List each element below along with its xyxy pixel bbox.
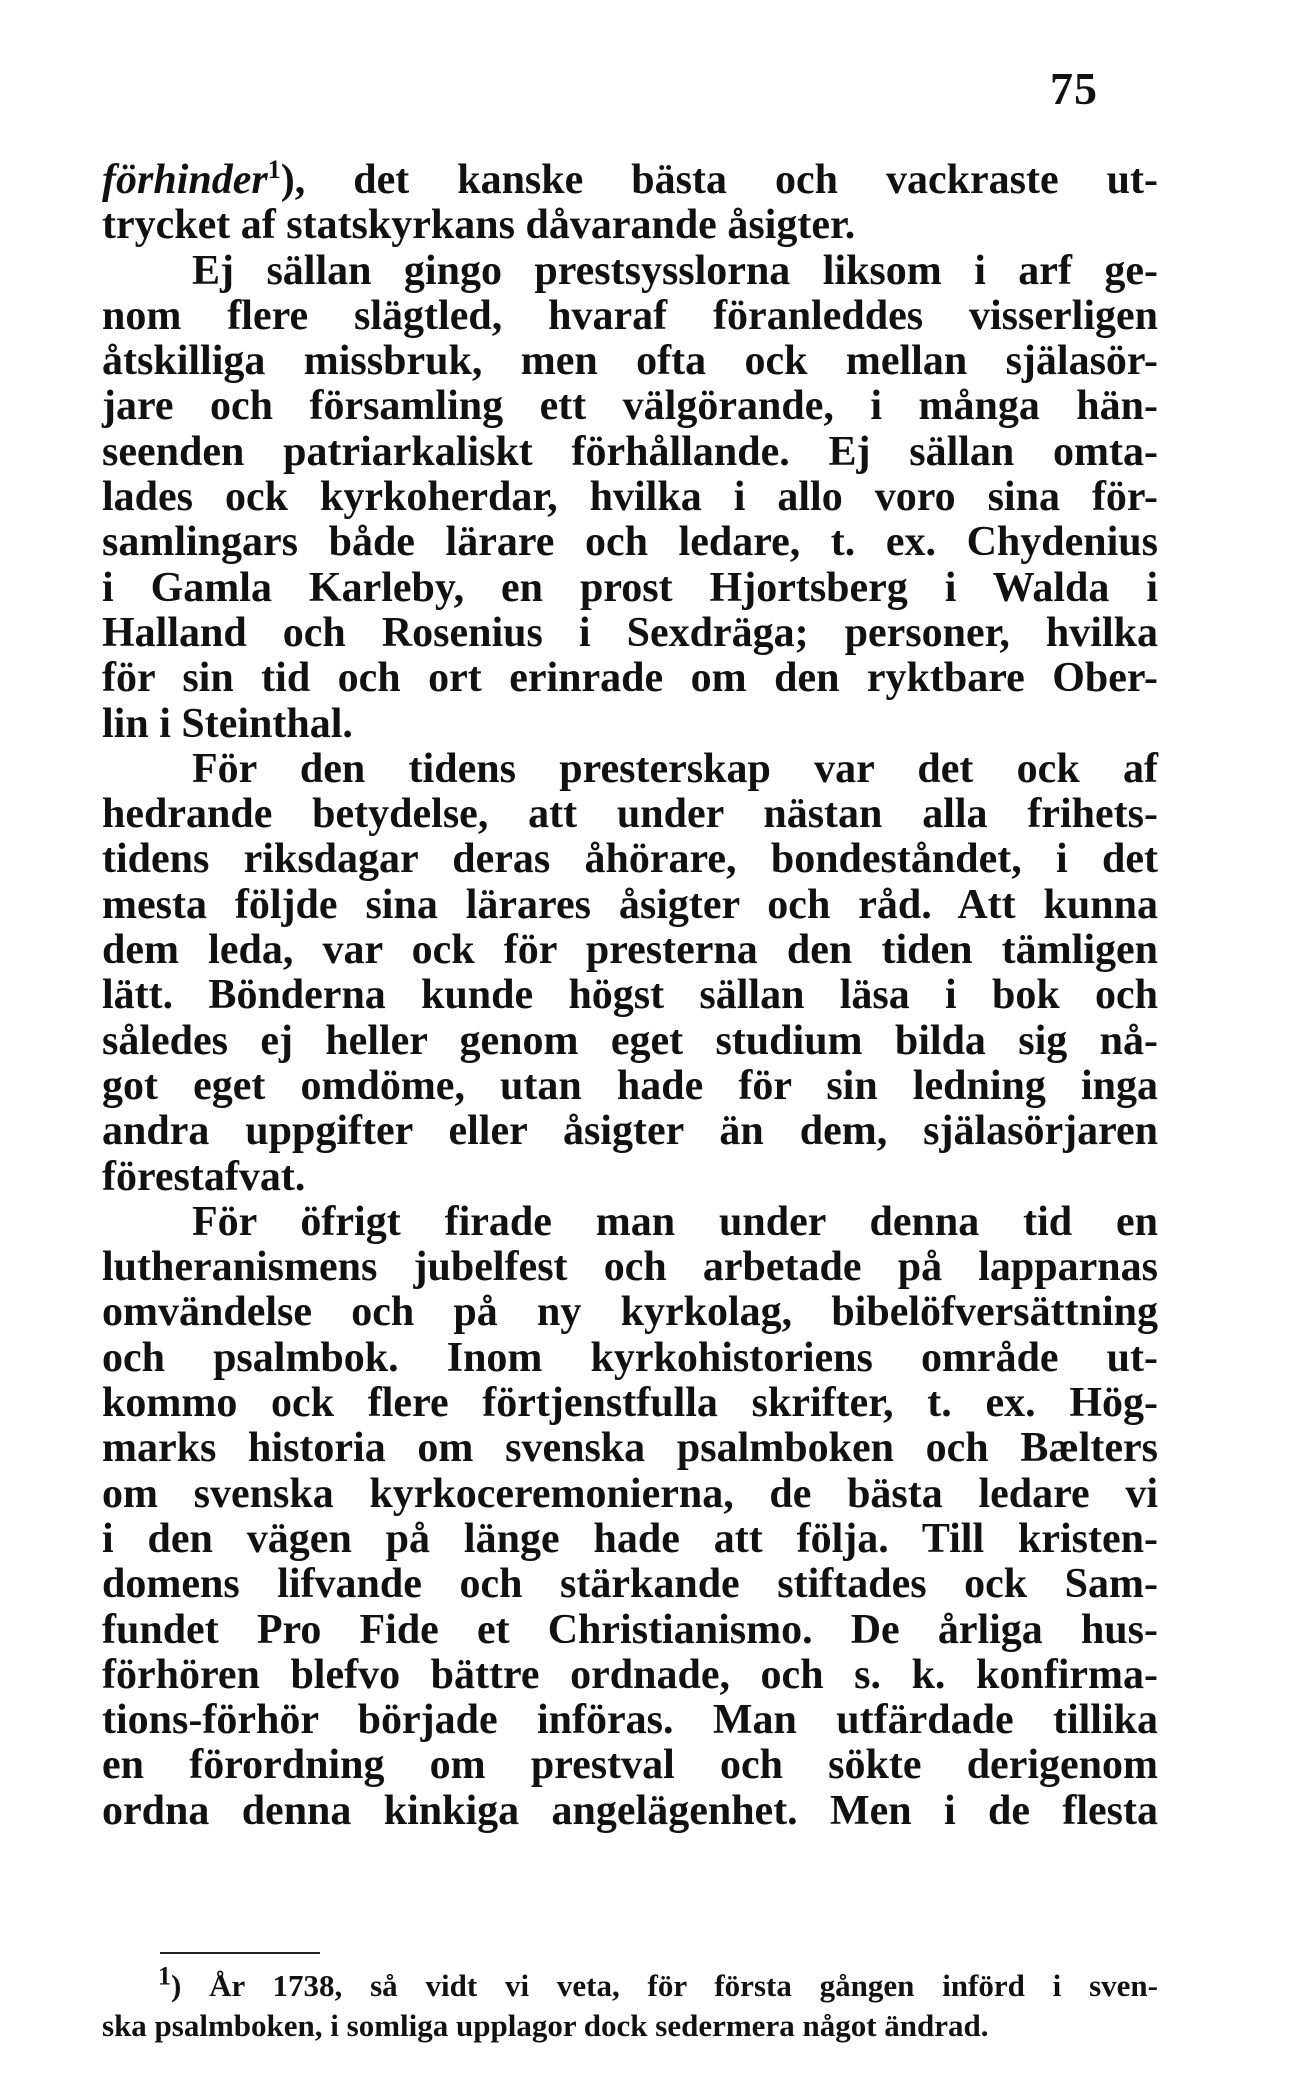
text-line: lin i Steinthal.	[102, 700, 353, 747]
text-line: således ej heller genom eget studium bilda sig nå-	[102, 1017, 1158, 1064]
body-text	[102, 155, 1158, 1834]
text-line: dem leda, var ock för presterna den tiden tämligen	[102, 927, 1158, 974]
text-line: marks historia om svenska psalmboken och Bælters	[102, 1425, 1158, 1472]
footnote-marker: 1	[158, 1961, 171, 1991]
text-line: samlingars både lärare och ledare, t. ex. Chydenius	[102, 519, 1158, 566]
text-line: förestafvat.	[102, 1153, 306, 1200]
italic-word: förhinder	[102, 157, 268, 203]
text-line: i Gamla Karleby, en prost Hjortsberg i Walda i	[102, 564, 1158, 611]
text-line: lutheranismens jubelfest och arbetade på lapparnas	[102, 1244, 1158, 1291]
footnote-text: ) År 1738, så vidt vi veta, för första gången införd i sven-	[171, 1968, 1158, 2003]
text-line: lades ock kyrkoherdar, hvilka i allo voro sina för-	[102, 474, 1158, 521]
text-line: andra uppgifter eller åsigter än dem, själasörjaren	[102, 1108, 1158, 1155]
text-line: i den vägen på länge hade att följa. Till kristen-	[102, 1515, 1158, 1562]
text-line: Halland och Rosenius i Sexdräga; personer, hvilka	[102, 609, 1158, 656]
text-line: fundet Pro Fide et Christianismo. De årliga hus-	[102, 1606, 1158, 1653]
text-fragment: ), det kanske bästa och vackraste ut-	[280, 157, 1158, 203]
footnote-reference: 1	[267, 155, 281, 184]
text-line: tions-förhör började införas. Man utfärdade tillika	[102, 1697, 1158, 1744]
text-line: kommo ock flere förtjenstfulla skrifter, t. ex. Hög-	[102, 1380, 1158, 1427]
text-line: omvändelse och på ny kyrkolag, bibelöfversättning	[102, 1289, 1158, 1336]
text-line: för sin tid och ort erinrade om den ryktbare Ober-	[102, 655, 1158, 702]
paragraph-start-line: För den tidens presterskap var det ock af	[192, 745, 1158, 792]
text-line: en förordning om prestval och sökte derigenom	[102, 1742, 1158, 1789]
paragraph-start-line: För öfrigt firade man under denna tid en	[192, 1198, 1158, 1245]
text-line: lätt. Bönderna kunde högst sällan läsa i bok och	[102, 972, 1158, 1019]
text-line: nom flere slägtled, hvaraf föranleddes visserligen	[102, 292, 1158, 339]
footnote-line: ska psalmboken, i somliga upplagor dock sedermera något ändrad.	[102, 2008, 989, 2043]
text-line: åtskilliga missbruk, men ofta ock mellan själasör-	[102, 338, 1158, 385]
text-line: ordna denna kinkiga angelägenhet. Men i de flesta	[102, 1787, 1158, 1834]
text-line: seenden patriarkaliskt förhållande. Ej sällan omta-	[102, 428, 1158, 475]
text-line: hedrande betydelse, att under nästan alla frihets-	[102, 791, 1158, 838]
footnote	[102, 1961, 1158, 2046]
text-line: mesta följde sina lärares åsigter och råd. Att kunna	[102, 881, 1158, 928]
text-line: trycket af statskyrkans dåvarande åsigter.	[102, 202, 856, 249]
text-line: got eget omdöme, utan hade för sin ledning inga	[102, 1062, 1158, 1109]
paragraph-start-line: Ej sällan gingo prestsysslorna liksom i arf ge-	[192, 247, 1158, 294]
text-line: jare och församling ett välgörande, i många hän-	[102, 383, 1158, 430]
text-line: förhören blefvo bättre ordnade, och s. k. konfirma-	[102, 1651, 1158, 1698]
text-line: om svenska kyrkoceremonierna, de bästa ledare vi	[102, 1470, 1158, 1517]
text-line	[102, 155, 1158, 203]
footnote-divider	[160, 1952, 320, 1954]
text-line: domens lifvande och stärkande stiftades ock Sam-	[102, 1561, 1158, 1608]
text-line: och psalmbok. Inom kyrkohistoriens område ut-	[102, 1334, 1158, 1381]
page-number: 75	[1050, 63, 1098, 114]
footnote-line	[102, 1961, 1158, 2006]
text-line: tidens riksdagar deras åhörare, bondeståndet, i det	[102, 836, 1158, 883]
